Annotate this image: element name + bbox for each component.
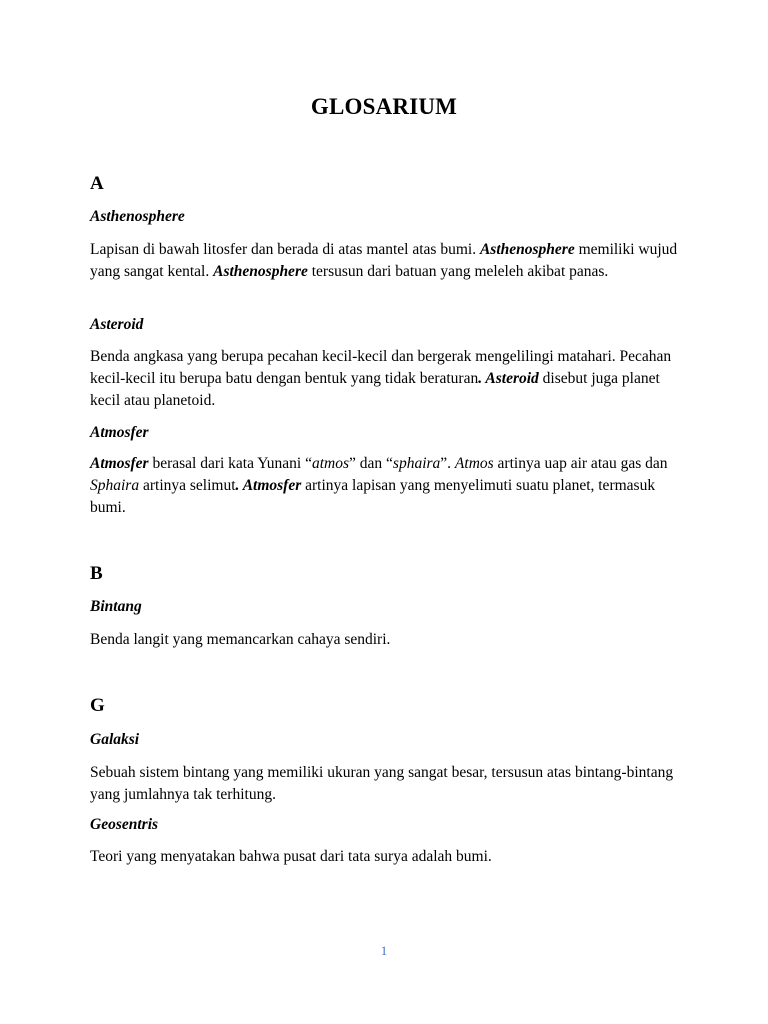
definition-text: ” dan “ (349, 455, 393, 472)
definition-text: berasal dari kata Yunani “ (148, 455, 312, 472)
definition-text: Teori yang menyatakan bahwa pusat dari tata surya adalah bumi. (90, 848, 492, 865)
definition-text: Lapisan di bawah litosfer dan berada di atas mantel atas bumi. (90, 241, 480, 258)
definition-text: artinya selimut (139, 477, 236, 494)
foreign-word: sphaira (392, 455, 441, 472)
term-reference: Asthenosphere (479, 241, 575, 258)
term-bintang: Bintang (90, 598, 142, 615)
definition-text: Benda langit yang memancarkan cahaya sendiri. (90, 631, 391, 648)
term-atmosfer: Atmosfer (90, 424, 149, 441)
definition-text: artinya lapisan yang menyelimuti suatu planet, termasuk bumi. (90, 477, 656, 516)
page-number: 1 (380, 943, 388, 958)
term-reference: Atmosfer (90, 455, 149, 472)
section-letter-a: A (90, 173, 104, 194)
definition-text: artinya uap air atau gas dan (493, 455, 668, 472)
definition-asthenosphere (90, 239, 690, 283)
definition-atmosfer (90, 453, 690, 519)
definition-text: disebut juga planet kecil atau planetoid. (90, 370, 660, 409)
term-reference: . Asteroid (478, 370, 539, 387)
section-letter-g: G (90, 695, 105, 716)
definition-text: Benda angkasa yang berupa pecahan kecil-kecil dan bergerak mengelilingi matahari. Pecahan kecil-kecil itu berupa batu dengan bentuk yang tidak beraturan (90, 348, 672, 387)
foreign-word: Sphaira (90, 477, 140, 494)
term-galaksi: Galaksi (90, 731, 140, 748)
term-asteroid: Asteroid (90, 316, 144, 333)
page-title: GLOSARIUM (310, 94, 458, 119)
definition-geosentris (90, 846, 690, 868)
foreign-word: atmos (311, 455, 350, 472)
definition-text: ”. (440, 455, 455, 472)
term-reference: Asthenosphere (213, 263, 308, 280)
definition-bintang (90, 629, 690, 651)
term-asthenosphere: Asthenosphere (90, 208, 185, 225)
term-geosentris: Geosentris (90, 816, 159, 833)
definition-galaksi (90, 762, 690, 806)
term-reference: . Atmosfer (235, 477, 302, 494)
definition-text: tersusun dari batuan yang meleleh akibat panas. (307, 263, 609, 280)
definition-text: Sebuah sistem bintang yang memiliki ukuran yang sangat besar, tersusun atas bintang-bintang yang jumlahnya tak terhitung. (90, 764, 674, 803)
foreign-word: Atmos (454, 455, 494, 472)
definition-text: memiliki wujud yang sangat kental. (90, 241, 678, 280)
definition-asteroid (90, 346, 690, 412)
section-letter-b: B (90, 563, 103, 584)
